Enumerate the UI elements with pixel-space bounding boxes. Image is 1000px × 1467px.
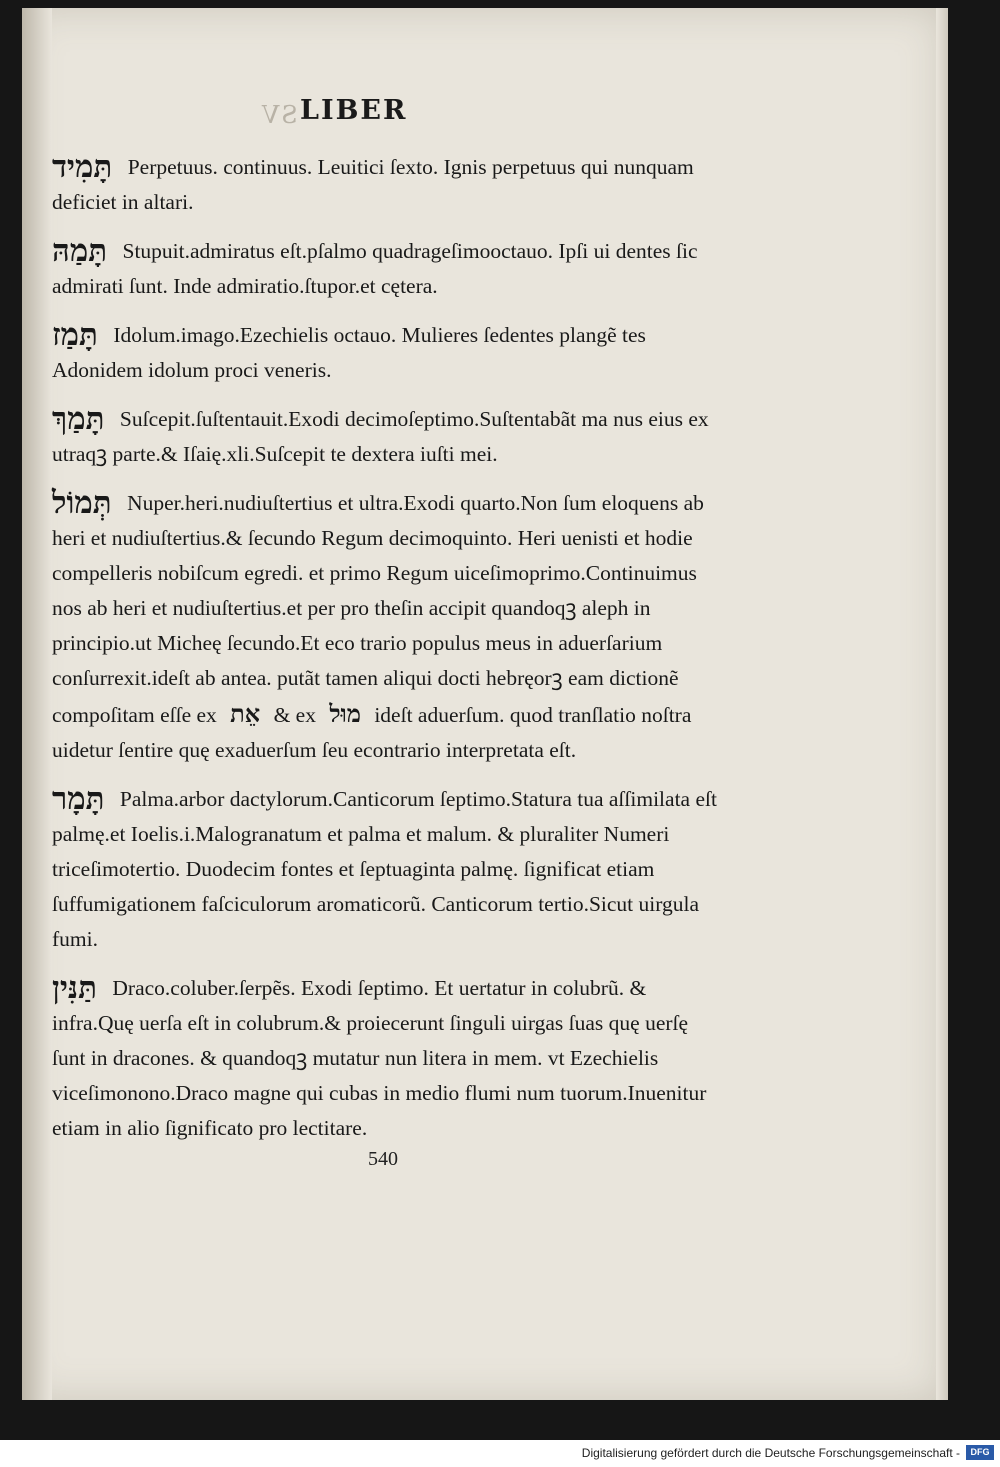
dictionary-text [52, 150, 717, 1160]
running-header [260, 95, 460, 129]
hebrew-headword: תָּמָר [52, 781, 105, 817]
hebrew-headword: תָּמַךְ [52, 401, 105, 437]
dictionary-entry [52, 318, 717, 388]
entry-definition: Suſcepit.ſuſtentauit.Exodi decimoſeptimo.Suſtentabãt ma nus eius ex utraqꝫ parte.& Iſaię.xli.Suſcepit te dextera iuſti mei. [52, 407, 709, 466]
dictionary-entry [52, 971, 717, 1146]
hebrew-headword: תָּמִיד [52, 149, 113, 185]
entry-definition-mid: & ex [273, 703, 316, 727]
dictionary-entry [52, 234, 717, 304]
dfg-logo: DFG [966, 1445, 994, 1460]
inline-hebrew-word: אֵת [230, 699, 261, 728]
page-gutter [22, 8, 52, 1400]
footer-credit: Digitalisierung gefördert durch die Deutsche Forschungsgemeinschaft - [581, 1446, 960, 1460]
dictionary-entry [52, 402, 717, 472]
running-title: LIBER [300, 95, 408, 126]
dictionary-entry [52, 150, 717, 220]
hebrew-headword: תַּנִּין [52, 970, 98, 1006]
digitization-footer [0, 1440, 1000, 1467]
dictionary-entry [52, 486, 717, 768]
entry-definition: Perpetuus. continuus. Leuitici ſexto. Ignis perpetuus qui nunquam deficiet in altari. [52, 155, 694, 214]
show-through-text: SV [260, 101, 298, 129]
entry-definition: Idolum.imago.Ezechielis octauo. Mulieres ſedentes plangẽ tes Adonidem idolum proci veneris. [52, 323, 646, 382]
hebrew-headword: תָּמַז [52, 317, 98, 353]
entry-definition: Nuper.heri.nudiuſtertius et ultra.Exodi quarto.Non ſum eloquens ab heri et nudiuſtertius.& ſecundo Regum decimoquinto. Heri uenisti et hodie compelleris nobiſcum egredi. et primo Regum uiceſimoprimo.Continuimus nos ab heri et nudiuſtertius.et per pro theſin accipit quandoqꝫ aleph in principio.ut Micheę ſecundo.Et eco trario populus meus in aduerſarium conſurrexit.ideſt ab antea. putãt tamen aliqui docti hebręorꝫ eam dictionẽ compoſitam eſſe ex [52, 491, 704, 727]
entry-definition: Draco.coluber.ſerpẽs. Exodi ſeptimo. Et uertatur in colubrũ. & infra.Quę uerſa eſt in colubrum.& proiecerunt ſinguli uirgas ſuas quę uerſę ſunt in dracones. & quandoqꝫ mutatur nun litera in mem. vt Ezechielis viceſimonono.Draco magne qui cubas in medio flumi num tuorum.Inuenitur etiam in alio ſignificato pro lectitare. [52, 976, 707, 1140]
signature-mark: 540 [368, 1148, 398, 1170]
entry-definition-end: ideſt aduerſum. quod tranſlatio noſtra uidetur ſentire quę exaduerſum ſeu econtrario interpretata eſt. [52, 703, 692, 762]
page-edge [936, 8, 948, 1400]
entry-definition: Stupuit.admiratus eſt.pſalmo quadrageſimooctauo. Ipſi ui dentes ſic admirati ſunt. Inde admiratio.ſtupor.et cętera. [52, 239, 698, 298]
inline-hebrew-word: מוּל [329, 699, 361, 728]
hebrew-headword: תָּמַהּ [52, 233, 108, 269]
hebrew-headword: תְּמוֹל [52, 485, 112, 521]
entry-definition: Palma.arbor dactylorum.Canticorum ſeptimo.Statura tua aſſimilata eſt palmę.et Ioelis.i.Malogranatum et palma et malum. & pluraliter Numeri triceſimotertio. Duodecim fontes et ſeptuaginta palmę. ſignificat etiam ſuffumigationem faſciculorum aromaticorũ. Canticorum tertio.Sicut uirgula fumi. [52, 787, 717, 951]
dictionary-entry [52, 782, 717, 957]
